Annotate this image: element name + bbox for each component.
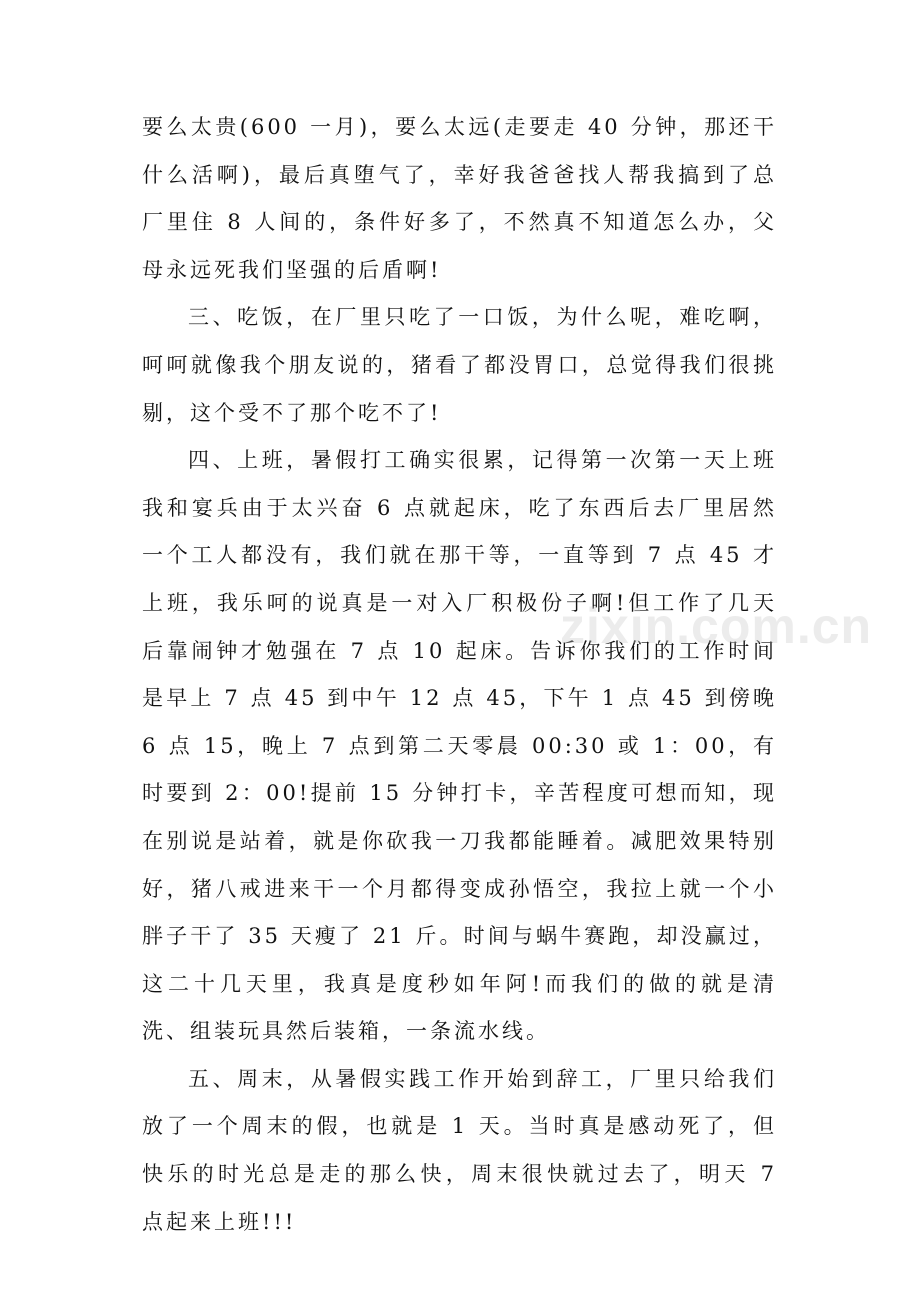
- document-body: [142, 104, 777, 1246]
- paragraph-weekend: 五、周末，从暑假实践工作开始到辞工，厂里只给我们放了一个周末的假，也就是 1 天。当时真是感动死了，但快乐的时光总是走的那么快，周末很快就过去了，明天 7 点起来上班!!!: [142, 1066, 777, 1234]
- paragraph-continuation: 要么太贵(600 一月)，要么太远(走要走 40 分钟，那还干什么活啊)，最后真堕气了，幸好我爸爸找人帮我搞到了总厂里住 8 人间的，条件好多了，不然真不知道怎么办，父母永远死我们坚强的后盾啊!: [142, 115, 777, 282]
- watermark-text: zixin.com.cn: [560, 598, 873, 654]
- paragraph-meals: 三、吃饭，在厂里只吃了一口饭，为什么呢，难吃啊，呵呵就像我个朋友说的，猪看了都没胃口，总觉得我们很挑剔，这个受不了那个吃不了!: [142, 305, 777, 425]
- paragraph-work: 四、上班，暑假打工确实很累，记得第一次第一天上班我和宴兵由于太兴奋 6 点就起床，吃了东西后去厂里居然一个工人都没有，我们就在那干等，一直等到 7 点 45 才上班，我乐呵的说真是一对入厂积极份子啊!但工作了几天后靠闹钟才勉强在 7 点 10 起床。告诉你我们的工作时间是早上 7 点 45 到中午 12 点 45，下午 1 点 45 到傍晚 6 点 15，晚上 7 点到第二天零晨 00:30 或 1：00，有时要到 2：00!提前 15 分钟打卡，辛苦程度可想而知，现在别说是站着，就是你砍我一刀我都能睡着。减肥效果特别好，猪八戒进来干一个月都得变成孙悟空，我拉上就一个小胖子干了 35 天瘦了 21 斤。时间与蜗牛赛跑，却没赢过，这二十几天里，我真是度秒如年阿!而我们的做的就是清洗、组装玩具然后装箱，一条流水线。: [142, 448, 777, 1044]
